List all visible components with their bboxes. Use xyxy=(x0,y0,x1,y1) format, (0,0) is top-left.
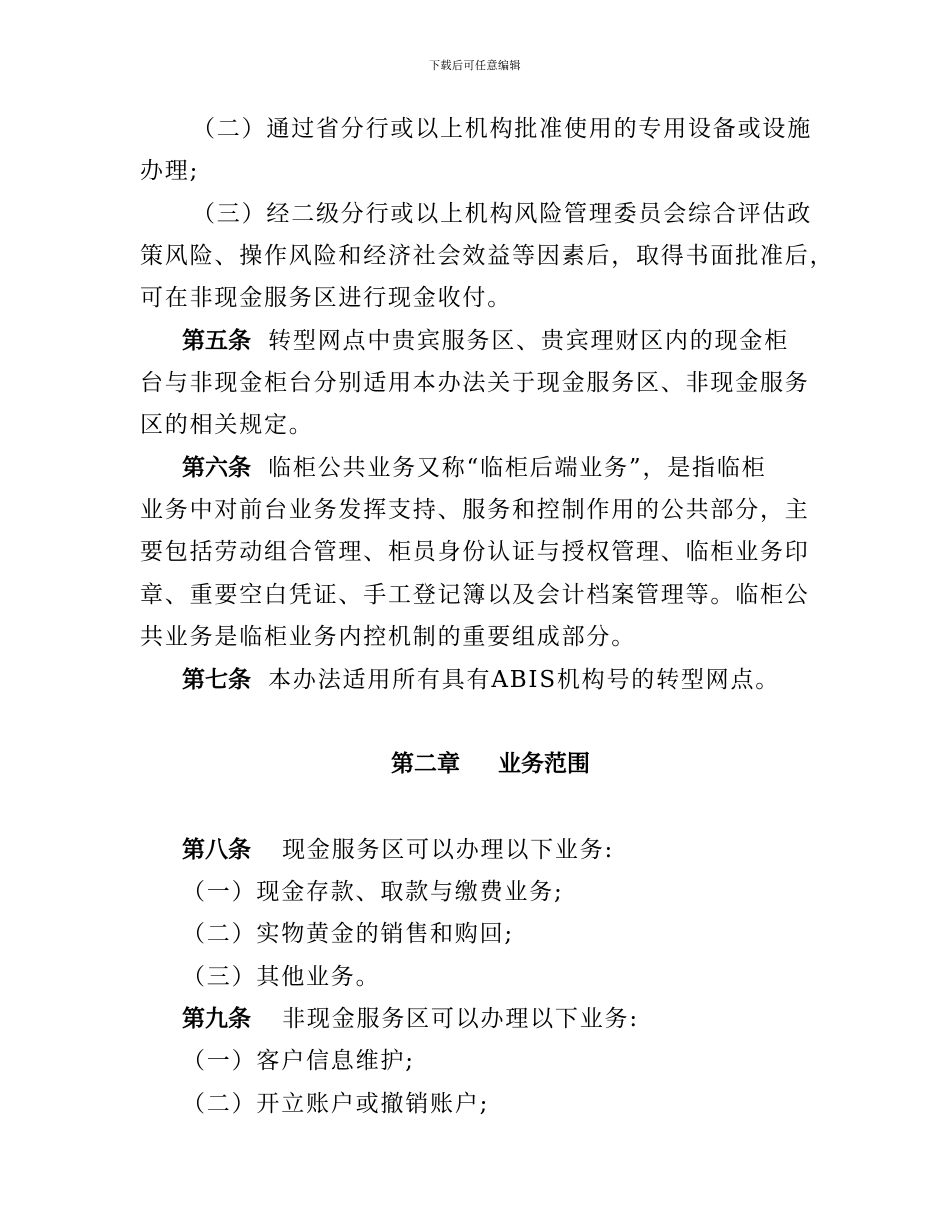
article-heading: 第六条 xyxy=(182,455,251,481)
chapter-number: 第二章 xyxy=(391,751,460,777)
list-item: （三）其他业务。 xyxy=(182,964,381,990)
article-heading: 第八条 xyxy=(182,837,251,863)
paragraph-line: 章、重要空白凭证、手工登记簿以及会计档案管理等。临柜公 xyxy=(140,582,810,608)
paragraph-line: 策风险、操作风险和经济社会效益等因素后，取得书面批准后， xyxy=(140,243,835,269)
list-item: （二）开立账户或撤销账户; xyxy=(182,1091,490,1117)
list-item: （一）现金存款、取款与缴费业务; xyxy=(182,879,564,905)
article-text: 临柜公共业务又称“临柜后端业务”，是指临柜 xyxy=(268,455,767,481)
paragraph-line: 可在非现金服务区进行现金收付。 xyxy=(140,285,512,311)
paragraph-line: 业务中对前台业务发挥支持、服务和控制作用的公共部分，主 xyxy=(140,497,810,523)
chapter-title xyxy=(391,748,590,780)
article-text: 现金服务区可以办理以下业务: xyxy=(282,837,615,863)
article-heading: 第七条 xyxy=(182,667,251,693)
article-heading: 第五条 xyxy=(182,328,251,354)
article-text: 非现金服务区可以办理以下业务: xyxy=(282,1006,639,1032)
paragraph-line: （二）通过省分行或以上机构批准使用的专用设备或设施 xyxy=(192,116,812,142)
list-item: （一）客户信息维护; xyxy=(182,1048,415,1074)
list-item: （二）实物黄金的销售和购回; xyxy=(182,921,514,947)
paragraph-line: 台与非现金柜台分别适用本办法关于现金服务区、非现金服务 xyxy=(140,370,810,396)
article-heading: 第九条 xyxy=(182,1006,251,1032)
paragraph-line: （三）经二级分行或以上机构风险管理委员会综合评估政 xyxy=(192,201,812,227)
article-6-line xyxy=(182,452,766,484)
page-header: 下载后可任意编辑 xyxy=(429,59,521,72)
paragraph-line: 办理; xyxy=(140,158,200,184)
paragraph-line: 区的相关规定。 xyxy=(140,412,314,438)
chapter-name: 业务范围 xyxy=(498,751,590,777)
article-7-line xyxy=(182,664,780,696)
article-text: 本办法适用所有具有ABIS机构号的转型网点。 xyxy=(268,667,781,693)
paragraph-line: 共业务是临柜业务内控机制的重要组成部分。 xyxy=(140,624,636,650)
article-5-line xyxy=(182,325,789,357)
article-8-line xyxy=(182,834,614,866)
article-9-line xyxy=(182,1003,639,1035)
paragraph-line: 要包括劳动组合管理、柜员身份认证与授权管理、临柜业务印 xyxy=(140,539,810,565)
article-text: 转型网点中贵宾服务区、贵宾理财区内的现金柜 xyxy=(268,328,789,354)
